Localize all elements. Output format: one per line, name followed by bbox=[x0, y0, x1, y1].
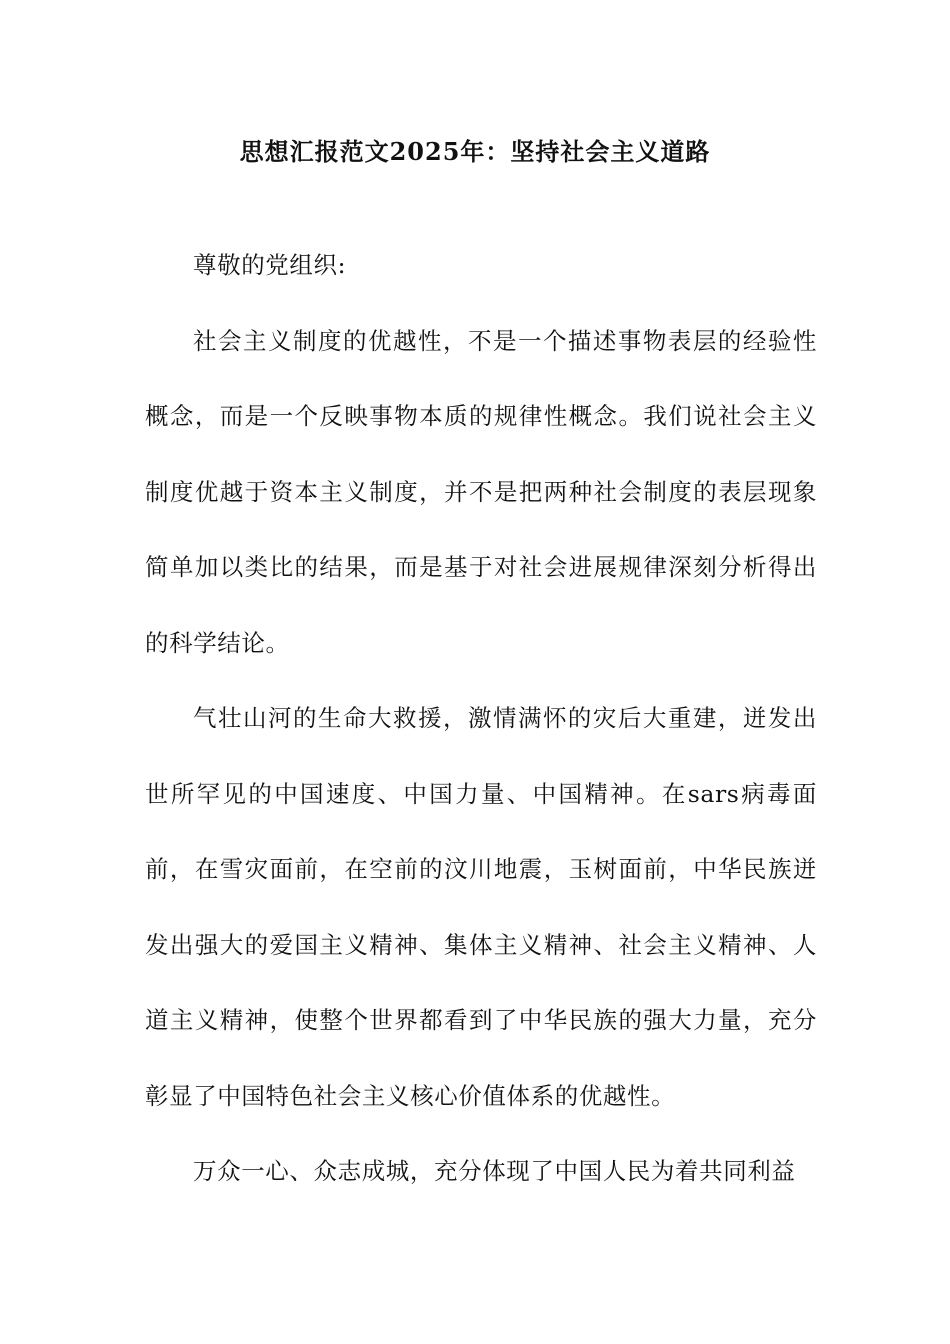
salutation: 尊敬的党组织: bbox=[193, 251, 347, 279]
body-paragraph-2: 气壮山河的生命大救援，激情满怀的灾后大重建，迸发出世所罕见的中国速度、中国力量、中国精神。在sars病毒面前，在雪灾面前，在空前的汶川地震，玉树面前，中华民族迸发出强大的爱国主义精神、集体主义精神、社会主义精神、人道主义精神，使整个世界都看到了中华民族的强大力量，充分彰显了中国特色社会主义核心价值体系的优越性。 bbox=[145, 704, 817, 1110]
body-paragraph-1: 社会主义制度的优越性，不是一个描述事物表层的经验性概念，而是一个反映事物本质的规律性概念。我们说社会主义制度优越于资本主义制度，并不是把两种社会制度的表层现象简单加以类比的结果，而是基于对社会进展规律深刻分析得出的科学结论。 bbox=[145, 326, 817, 657]
body-paragraph-3: 万众一心、众志成城，充分体现了中国人民为着共同利益 bbox=[193, 1157, 796, 1185]
document-body bbox=[145, 228, 817, 1210]
document-title: 思想汇报范文2025年：坚持社会主义道路 bbox=[239, 137, 711, 166]
